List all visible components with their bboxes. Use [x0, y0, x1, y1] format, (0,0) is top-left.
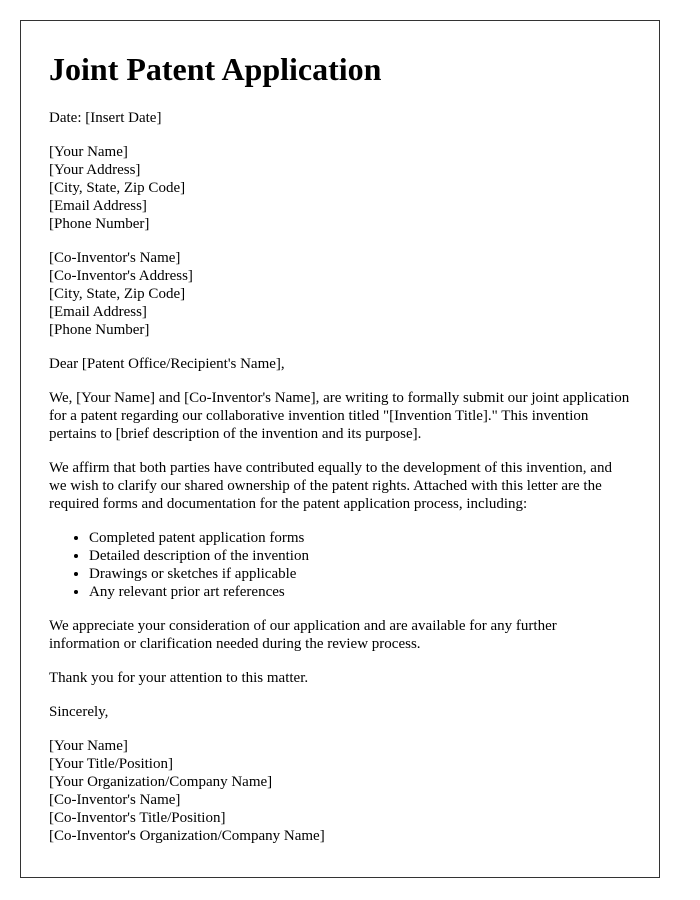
- list-item: • Any relevant prior art references: [89, 583, 631, 601]
- signature-line: [Your Organization/Company Name]: [49, 774, 273, 790]
- co-inventor-name: [Co-Inventor's Name]: [49, 250, 181, 266]
- salutation: Dear [Patent Office/Recipient's Name],: [49, 356, 285, 372]
- sender-email: [Email Address]: [49, 198, 147, 214]
- letter-page: [20, 20, 660, 878]
- list-item: • Detailed description of the invention: [89, 547, 631, 565]
- sender-name: [Your Name]: [49, 144, 128, 160]
- co-inventor-email: [Email Address]: [49, 304, 147, 320]
- attachments-list: [49, 529, 631, 601]
- sender-address: [Your Address]: [49, 162, 141, 178]
- signature-line: [Your Name]: [49, 738, 128, 754]
- letter-body: [49, 109, 631, 845]
- closing: Sincerely,: [49, 704, 109, 720]
- list-item: • Completed patent application forms: [89, 529, 631, 547]
- intro-paragraph: We, [Your Name] and [Co-Inventor's Name], are writing to formally submit our joint application for a patent regarding our collaborative invention titled "[Invention Title]." This invention pertains to [brief description of the invention and its purpose].: [49, 390, 630, 442]
- sender-city: [City, State, Zip Code]: [49, 180, 186, 196]
- sender-address-block: [49, 143, 631, 233]
- signature-line: [Co-Inventor's Name]: [49, 792, 181, 808]
- list-item: • Drawings or sketches if applicable: [89, 565, 631, 583]
- co-inventor-phone: [Phone Number]: [49, 322, 150, 338]
- letter-title: Joint Patent Application: [49, 51, 382, 87]
- appreciation-paragraph: We appreciate your consideration of our application and are available for any further information or clarification needed during the review process.: [49, 618, 557, 652]
- signature-line: [Co-Inventor's Title/Position]: [49, 810, 226, 826]
- ownership-paragraph: We affirm that both parties have contributed equally to the development of this invention, and we wish to clarify our shared ownership of the patent rights. Attached with this letter are the required forms and documentation for the patent application process, including:: [49, 460, 612, 512]
- co-inventor-address-block: [49, 249, 631, 339]
- signature-block: [49, 737, 631, 845]
- co-inventor-address: [Co-Inventor's Address]: [49, 268, 193, 284]
- sender-phone: [Phone Number]: [49, 216, 150, 232]
- signature-line: [Your Title/Position]: [49, 756, 173, 772]
- date-line: Date: [Insert Date]: [49, 110, 162, 126]
- thanks-paragraph: Thank you for your attention to this matter.: [49, 670, 309, 686]
- signature-line: [Co-Inventor's Organization/Company Name]: [49, 828, 325, 844]
- co-inventor-city: [City, State, Zip Code]: [49, 286, 186, 302]
